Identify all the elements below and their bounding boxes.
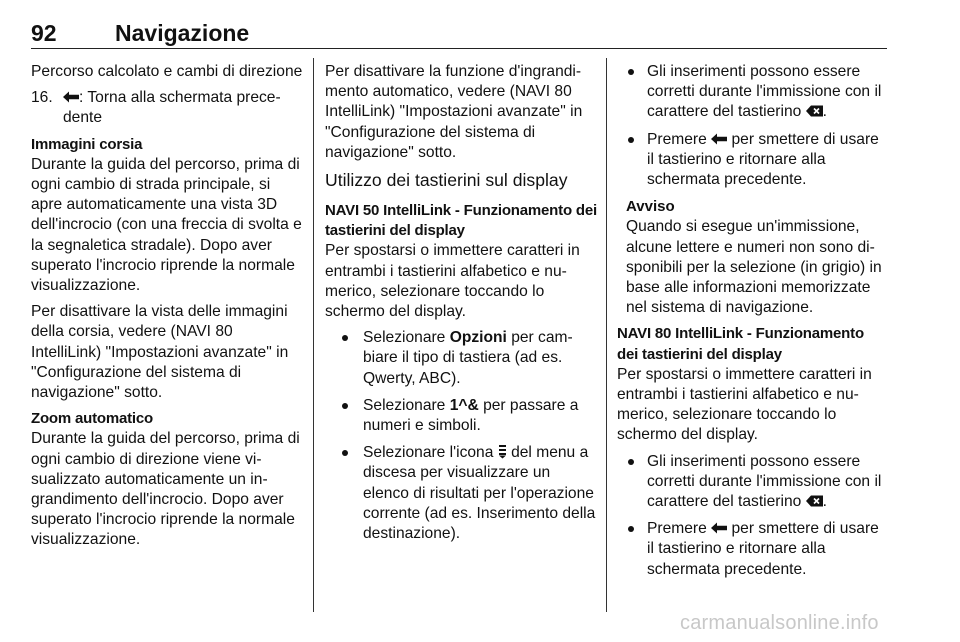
list-item-text: : Torna alla schermata precedente <box>63 89 281 127</box>
lane-images-disable: Per disattivare la vista delle immagini della corsia, vedere (NAVI 80 IntelliLink) "Impostazioni avanzate" in "Configurazione del sistema di navigazione" sotto. <box>31 303 289 402</box>
note-body: Quando si esegue un'immissione, alcune lettere e numeri non sono disponibili per la selezione (in grigio) in base alle informazioni memorizzate nel sistema di navigazione. <box>626 218 882 317</box>
lane-images-heading: Immagini corsia <box>31 135 143 153</box>
options-label: Opzioni <box>449 329 507 347</box>
page-number: 92 <box>31 20 57 46</box>
delete-key-icon <box>806 105 823 117</box>
bullet-dot <box>628 526 634 532</box>
navi50-bullet-list <box>325 328 597 544</box>
navi50-heading: NAVI 50 IntelliLink - Funzionamento dei tastierini del display <box>325 202 597 240</box>
bullet-dot <box>628 69 634 75</box>
back-arrow-icon <box>711 522 727 534</box>
navi80-heading: NAVI 80 IntelliLink - Funzionamento dei tastierini del display <box>617 325 864 363</box>
list-item: Premere per smettere di usare il tastierino e ritornare alla schermata precedente. <box>617 519 887 580</box>
list-item: Selezionare 1^& per passare a numeri e simboli. <box>325 396 597 436</box>
bullet-dot <box>342 335 348 341</box>
bullet-dot <box>628 137 634 143</box>
back-arrow-icon <box>63 91 79 103</box>
symbols-label: 1^& <box>449 396 479 414</box>
column-divider <box>606 58 607 612</box>
navi80-bullet-list <box>617 452 887 580</box>
section-title: Utilizzo dei tastierini sul display <box>325 170 568 191</box>
delete-key-icon <box>806 495 823 507</box>
navi50-intro: Per spostarsi o immettere caratteri in entrambi i tastierini alfabetico e numerico, selezionare toccando lo schermo del display. <box>325 242 580 321</box>
note-title: Avviso <box>626 198 675 216</box>
navi80-intro: Per spostarsi o immettere caratteri in entrambi i tastierini alfabetico e numerico, selezionare toccando lo schermo del display. <box>617 365 872 444</box>
column-3 <box>617 62 887 587</box>
continued-list-text: Percorso calcolato e cambi di direzione <box>31 63 303 80</box>
list-item: Selezionare Opzioni per cambiare il tipo di tastiera (ad es. Qwerty, ABC). <box>325 328 597 389</box>
column-1 <box>31 62 303 557</box>
bullet-dot <box>342 403 348 409</box>
list-item-16 <box>31 88 303 128</box>
page-title: Navigazione <box>115 20 250 46</box>
auto-zoom-heading: Zoom automatico <box>31 410 154 428</box>
auto-zoom-disable: Per disattivare la funzione d'ingrandimento automatico, vedere (NAVI 80 IntelliLink) "Impostazioni avanzate" in "Configurazione del sistema di navigazione" sotto. <box>325 63 583 161</box>
column-divider <box>313 58 314 612</box>
note-box <box>626 197 887 318</box>
list-item: Selezionare l'icona del menu a discesa per visualizzare un elenco di risultati per l'operazione corrente (ad es. Inserimento della destinazione). <box>325 443 597 544</box>
lane-images-body: Durante la guida del percorso, prima di ogni cambio di strada principale, si apre automaticamente una vista 3D dell'incrocio (con una freccia di svolta e la segnaletica stradale). Dopo aver superato l'incrocio riprende la normale visualizzazione. <box>31 155 302 295</box>
watermark: carmanualsonline.info <box>680 612 879 634</box>
list-item: Gli inserimenti possono essere corretti durante l'immissione con il carattere del tastierino . <box>617 62 887 123</box>
back-arrow-icon <box>711 133 727 145</box>
auto-zoom-body: Durante la guida del percorso, prima di ogni cambio di direzione viene visualizzato automaticamente un ingrandimento dell'incrocio. Dopo aver superato l'incrocio riprende la normale visualizzazione. <box>31 430 300 549</box>
dropdown-list-icon <box>498 444 507 459</box>
page-header <box>31 18 887 49</box>
bullet-dot <box>342 450 348 456</box>
column-2 <box>325 62 597 551</box>
list-item: Gli inserimenti possono essere corretti durante l'immissione con il carattere del tastierino . <box>617 452 887 513</box>
navi50-bullet-list-cont <box>617 62 887 190</box>
list-number: 16. <box>31 89 53 107</box>
bullet-dot <box>628 459 634 465</box>
list-item: Premere per smettere di usare il tastierino e ritornare alla schermata precedente. <box>617 130 887 191</box>
